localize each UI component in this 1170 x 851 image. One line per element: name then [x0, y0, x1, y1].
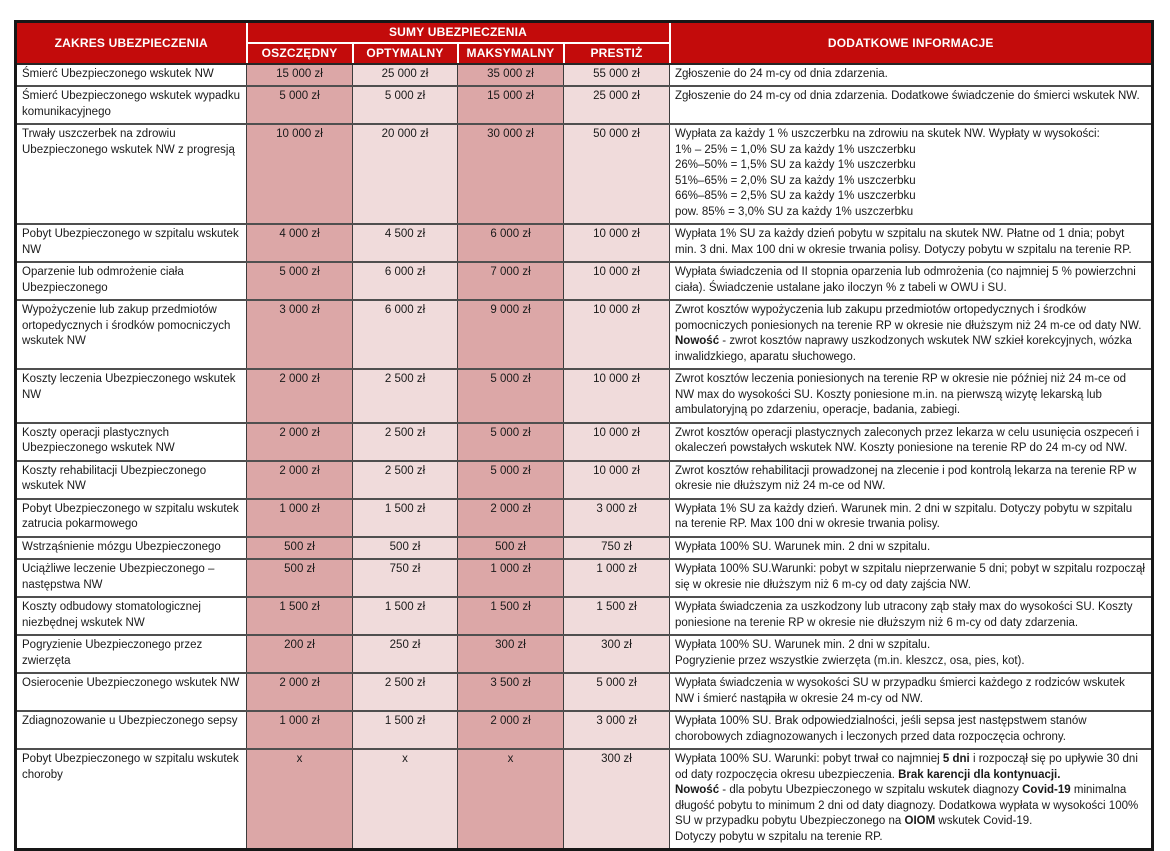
sum-value-cell: 300 zł — [564, 635, 670, 673]
info-text: Wypłata 100% SU. Brak odpowiedzialności, jeśli sepsa jest następstwem stanów chorobowych zdiagnozowanych i leczonych przed data rozpoczęcia ochrony. — [675, 715, 1087, 743]
coverage-scope-cell: Wstrząśnienie mózgu Ubezpieczonego — [16, 537, 247, 560]
coverage-row — [16, 537, 1153, 560]
coverage-row — [16, 369, 1153, 423]
sum-value-cell: 10 000 zł — [247, 124, 353, 224]
coverage-row — [16, 124, 1153, 224]
info-line — [675, 189, 1146, 205]
sum-value-cell: 1 000 zł — [247, 499, 353, 537]
sum-value-cell: 500 zł — [458, 537, 564, 560]
sum-value-cell: 500 zł — [247, 537, 353, 560]
sum-value-cell: 2 000 zł — [247, 461, 353, 499]
header-variant-2: MAKSYMALNY — [458, 43, 564, 64]
sum-value-cell: 5 000 zł — [458, 369, 564, 423]
additional-info-cell — [670, 369, 1153, 423]
sum-value-cell: 6 000 zł — [353, 262, 458, 300]
sum-value-cell: 6 000 zł — [458, 224, 564, 262]
sum-value-cell: 5 000 zł — [353, 86, 458, 124]
info-text-bold: Brak karencji dla kontynuacji. — [898, 768, 1061, 781]
sum-value-cell: 5 000 zł — [458, 423, 564, 461]
header-variant-1: OPTYMALNY — [353, 43, 458, 64]
info-text: Wypłata za każdy 1 % uszczerbku na zdrowiu na skutek NW. Wypłaty w wysokości: — [675, 128, 1100, 140]
coverage-row — [16, 461, 1153, 499]
additional-info-cell — [670, 86, 1153, 124]
coverage-row — [16, 499, 1153, 537]
coverage-rows — [16, 64, 1153, 850]
additional-info-cell — [670, 499, 1153, 537]
coverage-scope-cell: Śmierć Ubezpieczonego wskutek NW — [16, 64, 247, 87]
sum-value-cell: 2 000 zł — [458, 499, 564, 537]
info-text: - zwrot kosztów naprawy uszkodzonych wskutek NW szkieł korekcyjnych, wózka inwalidzkiego, aparatu słuchowego. — [675, 335, 1132, 363]
sum-value-cell: 10 000 zł — [564, 461, 670, 499]
sum-value-cell: 5 000 zł — [458, 461, 564, 499]
info-line — [675, 205, 1146, 221]
coverage-row — [16, 300, 1153, 369]
coverage-row — [16, 597, 1153, 635]
sum-value-cell: 2 000 zł — [247, 423, 353, 461]
info-line — [675, 562, 1146, 593]
sum-value-cell: 2 500 zł — [353, 423, 458, 461]
coverage-row — [16, 635, 1153, 673]
info-line — [675, 174, 1146, 190]
info-line — [675, 265, 1146, 296]
coverage-scope-cell: Uciążliwe leczenie Ubezpieczonego – następstwa NW — [16, 559, 247, 597]
sum-value-cell: 3 000 zł — [247, 300, 353, 369]
info-line — [675, 372, 1146, 419]
coverage-row — [16, 423, 1153, 461]
sum-value-cell: 2 500 zł — [353, 369, 458, 423]
sum-value-cell: 2 000 zł — [247, 369, 353, 423]
sum-value-cell: 3 000 zł — [564, 499, 670, 537]
info-line — [675, 127, 1146, 143]
info-text: Wypłata świadczenia w wysokości SU w przypadku śmierci każdego z rodziców wskutek NW i śmierć nastąpiła w okresie 24 m-cy od NW. — [675, 677, 1125, 705]
info-line — [675, 654, 1146, 670]
sum-value-cell: 5 000 zł — [564, 673, 670, 711]
header-additional-info: DODATKOWE INFORMACJE — [670, 22, 1153, 64]
additional-info-cell — [670, 262, 1153, 300]
coverage-row — [16, 224, 1153, 262]
additional-info-cell — [670, 635, 1153, 673]
additional-info-cell — [670, 224, 1153, 262]
sum-value-cell: 15 000 zł — [458, 86, 564, 124]
info-text: - dla pobytu Ubezpieczonego w szpitalu wskutek diagnozy — [719, 784, 1023, 796]
sum-value-cell: 1 000 zł — [458, 559, 564, 597]
sum-value-cell: 1 500 zł — [353, 711, 458, 749]
sum-value-cell: 55 000 zł — [564, 64, 670, 87]
info-text-bold: Nowość — [675, 784, 720, 796]
coverage-row — [16, 749, 1153, 850]
sum-value-cell: 1 500 zł — [458, 597, 564, 635]
coverage-scope-cell: Zdiagnozowanie u Ubezpieczonego sepsy — [16, 711, 247, 749]
sum-value-cell: 1 000 zł — [247, 711, 353, 749]
info-text: 66%–85% = 2,5% SU za każdy 1% uszczerbku — [675, 190, 916, 202]
info-text: Wypłata 1% SU za każdy dzień pobytu w szpitalu na skutek NW. Płatne od 1 dnia; pobyt min. 3 dni. Max 100 dni w okresie trwania polisy. Dotyczy pobytu w szpitalu na terenie RP. — [675, 228, 1132, 256]
info-text: Pogryzienie przez wszystkie zwierzęta (m.in. kleszcz, osa, pies, kot). — [675, 654, 1025, 667]
info-line — [675, 464, 1146, 495]
sum-value-cell: 5 000 zł — [247, 262, 353, 300]
sum-value-cell: 1 000 zł — [564, 559, 670, 597]
sum-value-cell: 10 000 zł — [564, 369, 670, 423]
additional-info-cell — [670, 124, 1153, 224]
header-variant-3: PRESTIŻ — [564, 43, 670, 64]
info-line — [675, 714, 1146, 745]
info-text: Zgłoszenie do 24 m-cy od dnia zdarzenia. — [675, 67, 888, 80]
sum-value-cell: 35 000 zł — [458, 64, 564, 87]
sum-value-cell: 10 000 zł — [564, 300, 670, 369]
info-text: 51%–65% = 2,0% SU za każdy 1% uszczerbku — [675, 174, 916, 187]
info-text: i rozpoczął się po upływie 30 dni od daty rozpoczęcia okresu ubezpieczenia. — [675, 753, 1138, 781]
info-line — [675, 502, 1146, 533]
info-text: minimalna długość pobytu to minimum 2 dni od daty diagnozy. Dodatkowa wypłata w wysokości 100% SU w przypadku pobytu Ubezpieczonego na — [675, 784, 1139, 827]
additional-info-cell — [670, 300, 1153, 369]
sum-value-cell: 750 zł — [353, 559, 458, 597]
additional-info-cell — [670, 461, 1153, 499]
info-text-bold: 5 dni — [942, 753, 970, 765]
coverage-row — [16, 673, 1153, 711]
sum-value-cell: 500 zł — [247, 559, 353, 597]
info-text: Wypłata 100% SU. Warunek min. 2 dni w szpitalu. — [675, 540, 931, 553]
sum-value-cell: 20 000 zł — [353, 124, 458, 224]
additional-info-cell — [670, 64, 1153, 87]
info-text: Wypłata 100% SU. Warunki: pobyt trwał co najmniej — [675, 753, 943, 765]
info-text: Wypłata świadczenia za uszkodzony lub utracony ząb stały max do wysokości SU. Koszty poniesione na terenie RP w okresie nie dłuższym niż 6 m-cy od daty zdarzenia. — [675, 601, 1133, 629]
coverage-scope-cell: Pobyt Ubezpieczonego w szpitalu wskutek NW — [16, 224, 247, 262]
info-line — [675, 227, 1146, 258]
info-text-bold: Covid-19 — [1022, 784, 1071, 796]
sum-value-cell: 25 000 zł — [353, 64, 458, 87]
sum-value-cell: 1 500 zł — [564, 597, 670, 635]
insurance-coverage-page — [14, 20, 1154, 851]
info-line — [675, 783, 1146, 830]
sum-value-cell: 4 500 zł — [353, 224, 458, 262]
sum-value-cell: x — [247, 749, 353, 850]
coverage-scope-cell: Trwały uszczerbek na zdrowiu Ubezpieczonego wskutek NW z progresją — [16, 124, 247, 224]
sum-value-cell: 2 000 zł — [247, 673, 353, 711]
coverage-row — [16, 559, 1153, 597]
additional-info-cell — [670, 559, 1153, 597]
info-line — [675, 334, 1146, 365]
sum-value-cell: 10 000 zł — [564, 262, 670, 300]
info-text: Wypłata 1% SU za każdy dzień. Warunek min. 2 dni w szpitalu. Dotyczy pobytu w szpitalu na terenie RP. Max 100 dni w okresie trwania polisy. — [675, 502, 1133, 530]
sum-value-cell: 250 zł — [353, 635, 458, 673]
sum-value-cell: 50 000 zł — [564, 124, 670, 224]
info-line — [675, 143, 1146, 159]
info-text: Zwrot kosztów rehabilitacji prowadzonej na zlecenie i pod kontrolą lekarza na terenie RP w okresie nie dłuższym niż 24 m-ce od NW. — [675, 464, 1137, 492]
info-line — [675, 540, 1146, 556]
info-line — [675, 676, 1146, 707]
info-text: Zgłoszenie do 24 m-cy od dnia zdarzenia. Dodatkowe świadczenie do śmierci wskutek NW. — [675, 90, 1140, 102]
coverage-scope-cell: Koszty odbudowy stomatologicznej niezbędnej wskutek NW — [16, 597, 247, 635]
coverage-scope-cell: Śmierć Ubezpieczonego wskutek wypadku komunikacyjnego — [16, 86, 247, 124]
sum-value-cell: 5 000 zł — [247, 86, 353, 124]
info-line — [675, 830, 1146, 846]
info-text: Zwrot kosztów leczenia poniesionych na terenie RP w okresie nie później niż 24 m-ce od NW max do wysokości SU. Koszty poniesione m.in. na pierwszą wizytę lekarską lub ambulatoryjną po zdarzeniu, operacje, badania, zabiegi. — [675, 373, 1127, 416]
sum-value-cell: 500 zł — [353, 537, 458, 560]
info-text: Wypłata 100% SU.Warunki: pobyt w szpitalu nieprzerwanie 5 dni; pobyt w szpitalu rozpoczął się w okresie nie dłuższym niż 6 m-cy od daty zajścia NW. — [675, 563, 1145, 591]
sum-value-cell: 2 000 zł — [458, 711, 564, 749]
info-line — [675, 426, 1146, 457]
header-coverage-scope: ZAKRES UBEZPIECZENIA — [16, 22, 247, 64]
sum-value-cell: 30 000 zł — [458, 124, 564, 224]
sum-value-cell: 7 000 zł — [458, 262, 564, 300]
sum-value-cell: 200 zł — [247, 635, 353, 673]
sum-value-cell: 1 500 zł — [353, 499, 458, 537]
sum-value-cell: 25 000 zł — [564, 86, 670, 124]
sum-value-cell: 9 000 zł — [458, 300, 564, 369]
info-text: 26%–50% = 1,5% SU za każdy 1% uszczerbku — [675, 159, 916, 171]
info-line — [675, 638, 1146, 654]
coverage-row — [16, 262, 1153, 300]
sum-value-cell: 2 500 zł — [353, 673, 458, 711]
info-line — [675, 752, 1146, 783]
sum-value-cell: 6 000 zł — [353, 300, 458, 369]
info-text-bold: Nowość — [675, 335, 720, 347]
coverage-scope-cell: Osierocenie Ubezpieczonego wskutek NW — [16, 673, 247, 711]
coverage-scope-cell: Oparzenie lub odmrożenie ciała Ubezpieczonego — [16, 262, 247, 300]
sum-value-cell: x — [353, 749, 458, 850]
coverage-scope-cell: Wypożyczenie lub zakup przedmiotów ortopedycznych i środków pomocniczych wskutek NW — [16, 300, 247, 369]
info-text-bold: OIOM — [904, 815, 936, 827]
coverage-scope-cell: Pogryzienie Ubezpieczonego przez zwierzęta — [16, 635, 247, 673]
sum-value-cell: 4 000 zł — [247, 224, 353, 262]
coverage-row — [16, 711, 1153, 749]
sum-value-cell: 2 500 zł — [353, 461, 458, 499]
info-text: Zwrot kosztów operacji plastycznych zaleconych przez lekarza w celu usunięcia oszpeceń i okaleczeń powstałych wskutek NW. Koszty poniesione na terenie RP do 24 m-cy od NW. — [675, 426, 1140, 454]
additional-info-cell — [670, 673, 1153, 711]
sum-value-cell: 300 zł — [458, 635, 564, 673]
sum-value-cell: x — [458, 749, 564, 850]
additional-info-cell — [670, 537, 1153, 560]
info-text: pow. 85% = 3,0% SU za każdy 1% uszczerbku — [675, 205, 914, 218]
sum-value-cell: 15 000 zł — [247, 64, 353, 87]
additional-info-cell — [670, 749, 1153, 850]
info-text: Wypłata 100% SU. Warunek min. 2 dni w szpitalu. — [675, 639, 931, 651]
coverage-scope-cell: Pobyt Ubezpieczonego w szpitalu wskutek zatrucia pokarmowego — [16, 499, 247, 537]
info-text: wskutek Covid-19. — [935, 815, 1033, 827]
info-line — [675, 158, 1146, 174]
info-line — [675, 600, 1146, 631]
info-text: Dotyczy pobytu w szpitalu na terenie RP. — [675, 830, 883, 843]
sum-value-cell: 3 000 zł — [564, 711, 670, 749]
additional-info-cell — [670, 423, 1153, 461]
sum-value-cell: 300 zł — [564, 749, 670, 850]
sum-value-cell: 1 500 zł — [353, 597, 458, 635]
coverage-row — [16, 64, 1153, 87]
coverage-row — [16, 86, 1153, 124]
coverage-scope-cell: Koszty operacji plastycznych Ubezpieczonego wskutek NW — [16, 423, 247, 461]
sum-value-cell: 3 500 zł — [458, 673, 564, 711]
info-line — [675, 303, 1146, 334]
additional-info-cell — [670, 597, 1153, 635]
info-text: Wypłata świadczenia od II stopnia oparzenia lub odmrożenia (co najmniej 5 % powierzchni ciała). Świadczenie ustalane jako iloczyn % z tabeli w OWU i SU. — [675, 266, 1136, 294]
header-insurance-sums: SUMY UBEZPIECZENIA — [247, 22, 670, 43]
header-variant-0: OSZCZĘDNY — [247, 43, 353, 64]
info-line — [675, 67, 1146, 83]
insurance-coverage-table — [14, 20, 1154, 851]
info-text: Zwrot kosztów wypożyczenia lub zakupu przedmiotów ortopedycznych i środków pomocniczych poniesionych na terenie RP w okresie nie dłuższym niż 24 m-ce od daty NW. — [675, 304, 1142, 332]
sum-value-cell: 1 500 zł — [247, 597, 353, 635]
info-text: 1% – 25% = 1,0% SU za każdy 1% uszczerbku — [675, 143, 916, 156]
additional-info-cell — [670, 711, 1153, 749]
coverage-scope-cell: Koszty leczenia Ubezpieczonego wskutek NW — [16, 369, 247, 423]
sum-value-cell: 10 000 zł — [564, 224, 670, 262]
coverage-scope-cell: Koszty rehabilitacji Ubezpieczonego wskutek NW — [16, 461, 247, 499]
coverage-scope-cell: Pobyt Ubezpieczonego w szpitalu wskutek choroby — [16, 749, 247, 850]
info-line — [675, 89, 1146, 105]
sum-value-cell: 10 000 zł — [564, 423, 670, 461]
sum-value-cell: 750 zł — [564, 537, 670, 560]
